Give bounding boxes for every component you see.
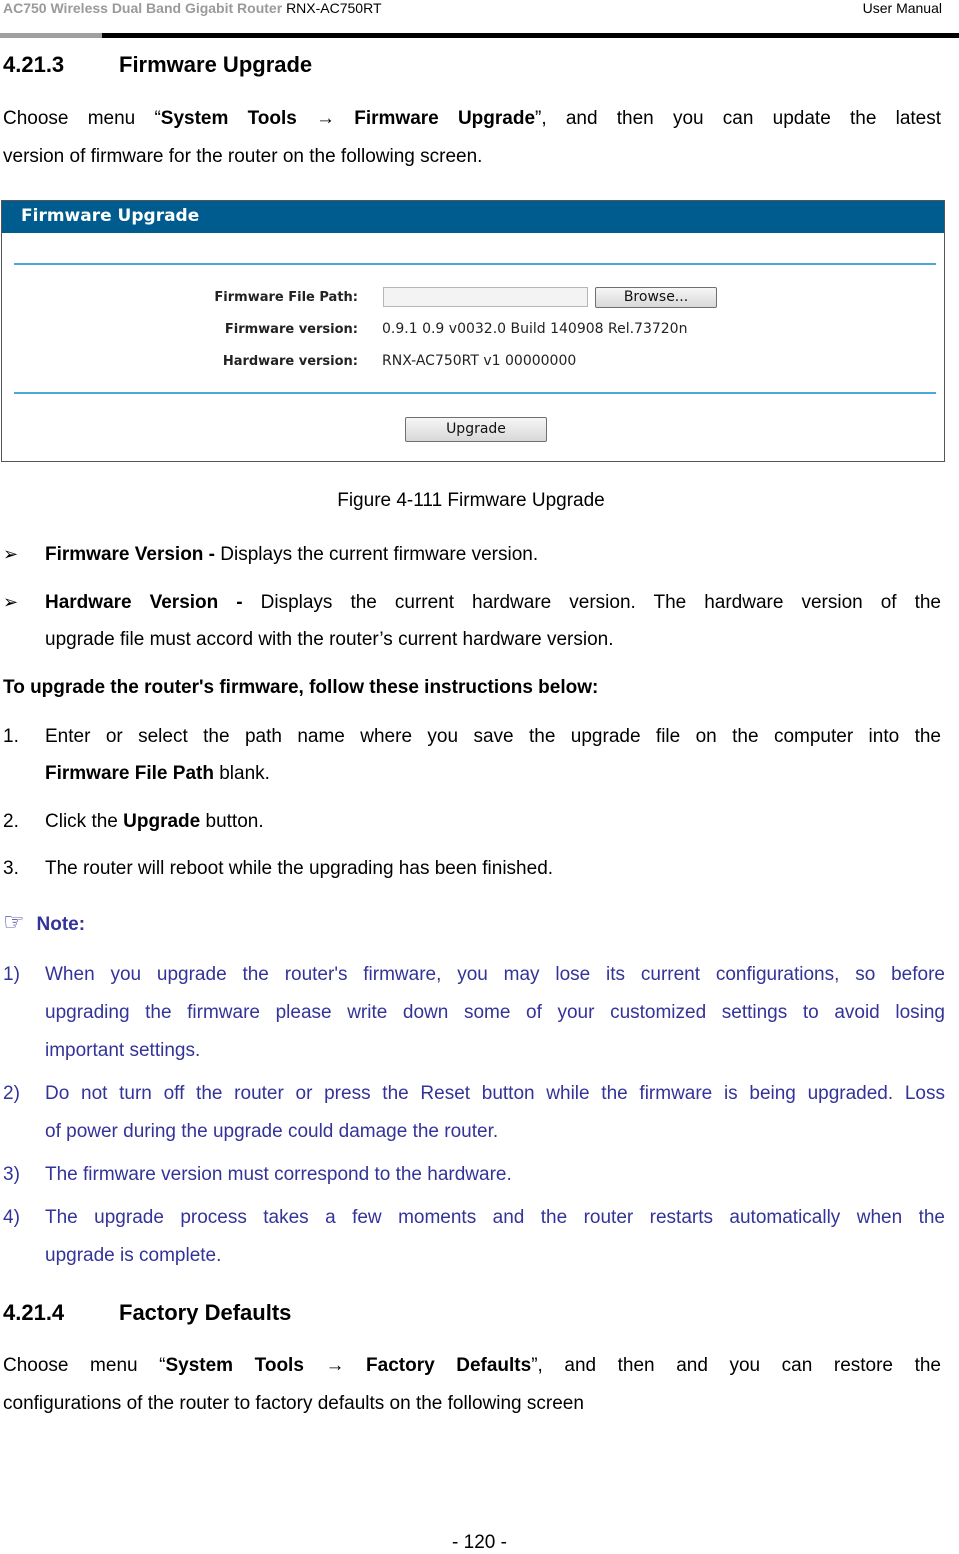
bullet-term: Firmware Version - [45, 544, 216, 565]
menu-path: System Tools → Firmware Upgrade [160, 108, 536, 129]
hardware-version-value: RNX-AC750RT v1 00000000 [382, 353, 577, 369]
pointing-hand-icon: ☞ [3, 909, 25, 936]
step-number: 1. [3, 726, 19, 747]
figure-caption: Figure 4-111 Firmware Upgrade [337, 490, 605, 511]
step-text: Enter or select the path name where you save the upgrade file on the computer into the [45, 726, 941, 747]
browse-button[interactable]: Browse... [595, 287, 717, 308]
header-rule-accent [0, 33, 102, 38]
intro-line-1: Choose menu “System Tools → Factory Defaults”, and then and you can restore the [3, 1355, 941, 1376]
step-bold: Upgrade [123, 811, 201, 832]
header-product: AC750 Wireless Dual Band Gigabit Router [3, 0, 283, 16]
section-number: 4.21.4 [3, 1300, 65, 1325]
bullet-text-line-2: upgrade file must accord with the router’s current hardware version. [45, 629, 614, 650]
panel-divider-top [14, 263, 936, 265]
step-number: 2. [3, 811, 19, 832]
bullet-text: Displays the current hardware version. The hardware version of the [242, 592, 942, 613]
page-number: - 120 - [452, 1532, 507, 1553]
menu-path: System Tools → Factory Defaults [165, 1355, 532, 1376]
section2-intro [3, 1347, 941, 1423]
bullet-text: Displays the current firmware version. [215, 544, 539, 565]
panel-title: Firmware Upgrade [2, 201, 944, 233]
intro-line-1: Choose menu “System Tools → Firmware Upgrade”, and then you can update the latest [3, 108, 942, 129]
instructions-heading: To upgrade the router's firmware, follow these instructions below: [3, 677, 599, 698]
firmware-upgrade-screenshot [1, 200, 945, 462]
section-title: Firmware Upgrade [119, 52, 313, 77]
note-label: Note: [36, 914, 86, 935]
header-rule [102, 33, 959, 38]
section-number: 4.21.3 [3, 52, 65, 77]
step-number: 3. [3, 858, 19, 879]
file-path-input[interactable] [383, 287, 588, 307]
intro-line-2: configurations of the router to factory defaults on the following screen [3, 1393, 584, 1414]
section-title: Factory Defaults [119, 1300, 292, 1325]
hardware-version-label: Hardware version: [222, 354, 358, 369]
header-model: RNX-AC750RT [286, 0, 382, 16]
step-text: The router will reboot while the upgrading has been finished. [45, 858, 554, 879]
firmware-version-label: Firmware version: [224, 322, 358, 337]
section-heading-factory-defaults [3, 1300, 292, 1326]
panel-divider-bottom [14, 392, 936, 394]
firmware-version-value: 0.9.1 0.9 v0032.0 Build 140908 Rel.73720n [382, 321, 688, 337]
upgrade-button[interactable]: Upgrade [405, 417, 547, 442]
file-path-label: Firmware File Path: [214, 290, 358, 305]
arrow-bullet-icon: ➢ [3, 544, 19, 564]
step-bold: Firmware File Path [45, 763, 214, 784]
note-heading [3, 908, 85, 937]
arrow-bullet-icon: ➢ [3, 592, 19, 612]
header-manual: User Manual [862, 0, 942, 16]
header-title [3, 0, 382, 16]
intro-line-2: version of firmware for the router on the following screen. [3, 146, 483, 167]
section-intro [3, 100, 941, 176]
section-heading-firmware-upgrade [3, 52, 313, 78]
bullet-term: Hardware Version - [45, 592, 243, 613]
